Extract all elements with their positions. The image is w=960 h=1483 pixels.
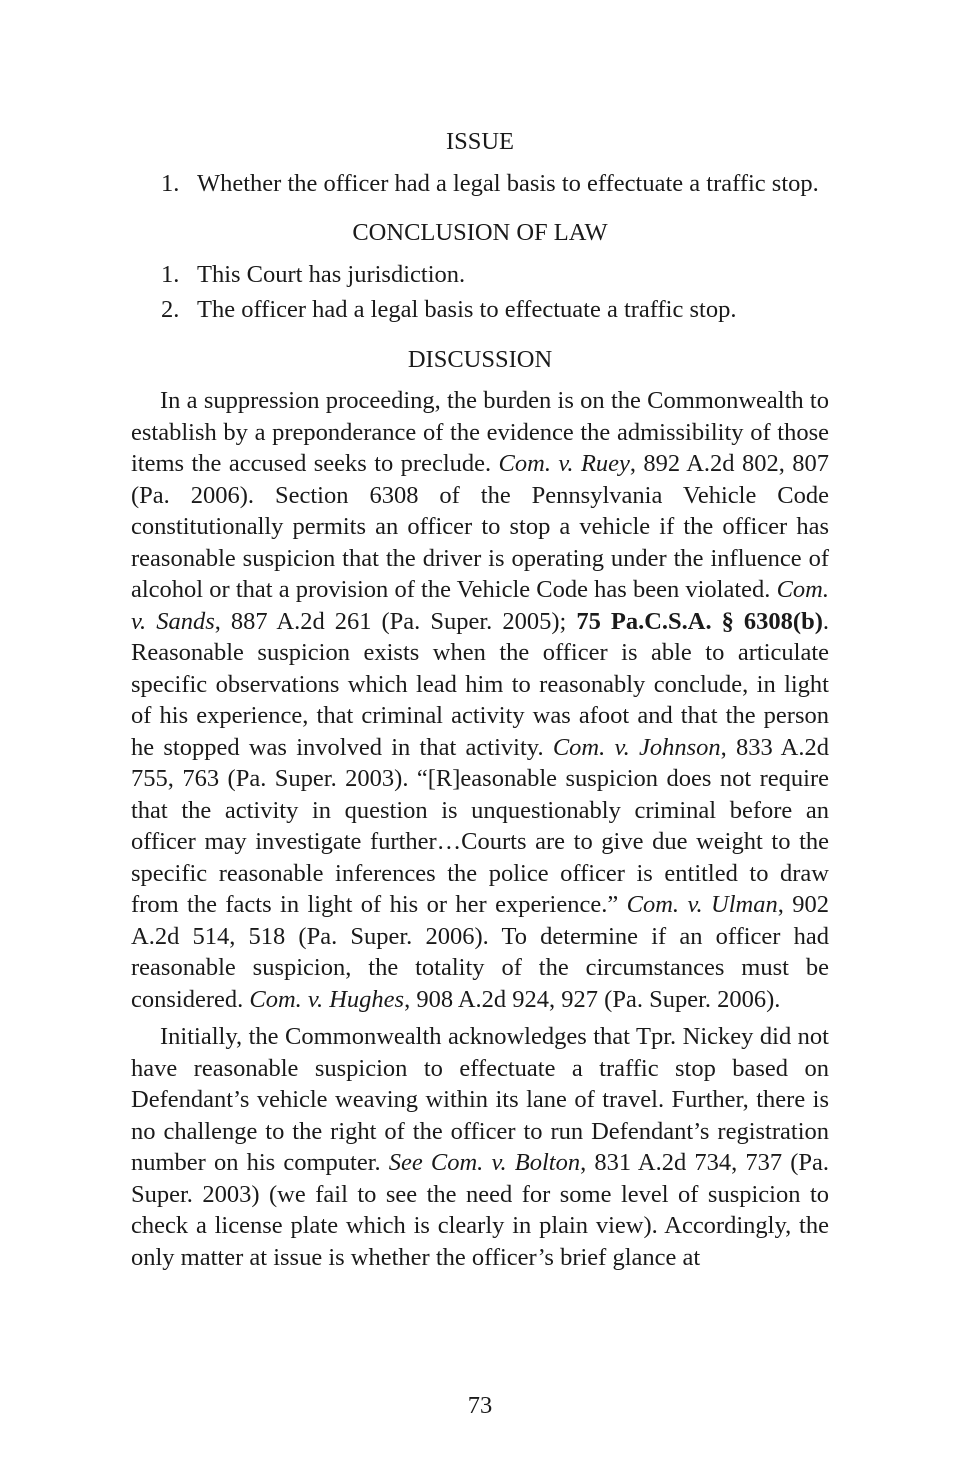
list-item (131, 168, 829, 200)
text-run: In a suppression proceeding, the burden is on the Commonwealth to establish by a preponderance of the evidence the admissibility of those items the accused seeks to preclude. (131, 387, 829, 477)
list-number: 1. (161, 169, 180, 197)
discussion-heading: DISCUSSION (407, 345, 553, 373)
page-body (131, 118, 829, 1273)
discussion-paragraph-2 (131, 1021, 829, 1273)
list-text: Whether the officer had a legal basis to effectuate a traffic stop. (197, 169, 819, 197)
text-run: , 887 A.2d 261 (Pa. Super. 2005); (214, 607, 577, 635)
discussion-paragraph-1 (131, 385, 829, 1015)
text-run: . Reasonable suspicion exists when the officer is able to articulate specific observations which lead him to reasonably conclude, in light of his experience, that criminal activity was afoot and that the person he stopped was involved in that activity. (131, 607, 829, 761)
list-item (131, 294, 829, 326)
page-number: 73 (467, 1392, 493, 1419)
case-citation: Com. v. Johnson (552, 733, 721, 761)
case-citation: See Com. v. Bolton (388, 1149, 581, 1176)
list-text: The officer had a legal basis to effectuate a traffic stop. (197, 296, 737, 323)
case-citation: Com. v. Sands (131, 576, 829, 635)
conclusion-list (131, 259, 829, 326)
issue-list (131, 168, 829, 200)
text-run: Initially, the Commonwealth acknowledges that Tpr. Nickey did not have reasonable suspicion to effectuate a traffic stop based on Defendant’s vehicle weaving within its lane of travel. Further, there is no challenge to the right of the officer to run Defendant’s registration number on his computer. (131, 1023, 829, 1176)
list-number: 1. (161, 260, 180, 288)
case-citation: Com. v. Ruey (498, 450, 630, 477)
list-item (131, 259, 829, 291)
conclusion-heading: CONCLUSION OF LAW (352, 219, 608, 246)
text-run: , 833 A.2d 755, 763 (Pa. Super. 2003). “[R]easonable suspicion does not require that the activity in question is unquestionably criminal before an officer may investigate further…Courts are to give due weight to the specific reasonable inferences the police officer is entitled to draw from the facts in light of his or her experience.” (131, 733, 829, 918)
issue-heading: ISSUE (445, 128, 515, 155)
text-run: , 908 A.2d 924, 927 (Pa. Super. 2006). (404, 985, 781, 1013)
text-run: , 892 A.2d 802, 807 (Pa. 2006). Section 6308 of the Pennsylvania Vehicle Code constitutionally permits an officer to stop a vehicle if the officer has reasonable suspicion that the driver is operating under the influence of alcohol or that a provision of the Vehicle Code has been violated. (131, 450, 829, 603)
list-text: This Court has jurisdiction. (197, 260, 466, 288)
list-number: 2. (161, 296, 180, 323)
text-run: , 902 A.2d 514, 518 (Pa. Super. 2006). To determine if an officer had reasonable suspicion, the totality of the circumstances must be considered. (131, 891, 829, 1013)
text-run: , 831 A.2d 734, 737 (Pa. Super. 2003) (we fail to see the need for some level of suspicion to check a license plate which is clearly in plain view). Accordingly, the only matter at issue is whether the officer’s brief glance at (131, 1149, 830, 1271)
case-citation: Com. v. Hughes (249, 985, 405, 1013)
statute-citation: 75 Pa.C.S.A. § 6308(b) (576, 607, 823, 635)
case-citation: Com. v. Ulman (626, 891, 778, 918)
